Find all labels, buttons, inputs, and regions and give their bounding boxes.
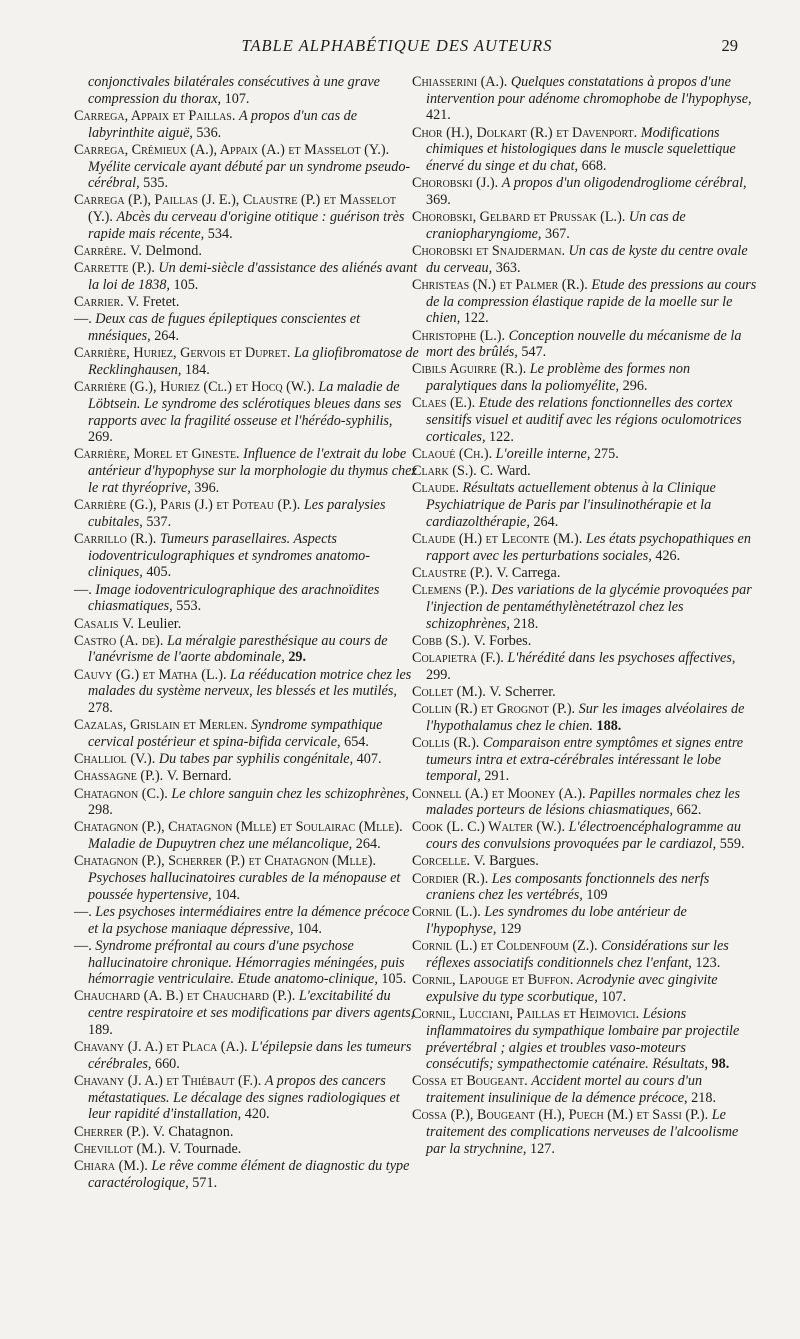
index-entry (74, 294, 419, 311)
index-entry (412, 972, 757, 1005)
entry-authors: Cherrer (P.). (74, 1123, 153, 1140)
entry-reference: 278. (88, 700, 113, 717)
entry-title: Syndrome préfrontal au cours d'une psychose hallucinatoire chronique. Hémorragies méningées, puis hémorragie ventriculaire. Etude anatomo-clinique, (88, 937, 405, 988)
entry-reference: 264. (150, 328, 180, 345)
entry-reference: 571. (188, 1174, 218, 1191)
entry-title: A propos d'un cas de labyrinthite aiguë, (88, 107, 358, 141)
entry-authors: Chauchard (A. B.) et Chauchard (P.). (74, 988, 299, 1005)
entry-title: Modifications chimiques et histologiques dans le muscle squelettique énervé du singe et du chat, (426, 124, 736, 175)
entry-authors: Challiol (V.). (74, 751, 159, 768)
entry-reference: 654. (340, 733, 369, 750)
entry-title: Un cas de kyste du centre ovale du cerveau, (426, 243, 748, 276)
entry-authors: Chorobski (J.). (412, 175, 502, 192)
entry-title: Maladie de Dupuytren chez une mélancolique, (88, 836, 353, 853)
entry-title: L'électroencéphalogramme au cours des convulsions provoquées par le cardiazol, (426, 819, 741, 853)
entry-title: Lésions inflammatoires du sympathique lombaire par projectile prévertébral ; algies et troubles vaso-moteurs consécutifs; sympathectomie caténaire. Résultats, (426, 1006, 740, 1073)
index-entry (74, 1073, 419, 1123)
entry-reference: 107. (221, 90, 250, 107)
index-entry (74, 108, 419, 141)
index-entry (74, 531, 419, 581)
entry-authors: Christeas (N.) et Palmer (R.). (412, 276, 592, 293)
entry-reference: 98. (707, 1056, 730, 1073)
entry-reference: V. Carrega. (496, 564, 561, 581)
entry-title: Conception nouvelle du mécanisme de la mort des brûlés, (426, 327, 742, 361)
entry-authors: Chiara (M.). (74, 1158, 152, 1174)
entry-reference: 668. (578, 158, 607, 175)
entry-authors: Corcelle. (412, 853, 474, 870)
entry-authors: Collis (R.). (412, 734, 483, 751)
entry-title: L'hérédité dans les psychoses affectives, (507, 649, 736, 666)
entry-authors: —. (74, 311, 96, 328)
entry-authors: Chavany (J. A.) et Placa (A.). (74, 1039, 252, 1056)
entry-authors: Castro (A. de). (74, 632, 168, 649)
entry-title: La gliofibromatose de Recklinghausen, (88, 345, 419, 378)
index-entry (74, 1158, 419, 1191)
entry-title: Deux cas de fugues épileptiques conscientes et mnésiques, (88, 311, 361, 345)
entry-authors: Carrière (G.), Paris (J.) et Poteau (P.). (74, 497, 304, 514)
index-entry (412, 243, 757, 276)
entry-reference: 105. (169, 276, 199, 293)
entry-authors: Carrière (G.), Huriez (Cl.) et Hocq (W.). (74, 379, 319, 396)
entry-authors: Cossa (P.), Bougeant (H.), Puech (M.) et Sassi (P.). (412, 1107, 712, 1124)
entry-authors: Carrillo (R.). (74, 530, 160, 547)
index-entry (412, 786, 757, 819)
entry-reference: 559. (716, 836, 745, 853)
entry-title: Le chlore sanguin chez les schizophrènes, (171, 785, 409, 802)
index-entry (74, 74, 419, 107)
entry-title: Un cas de craniopharyngiome, (426, 209, 686, 242)
entry-authors: Claude (H.) et Leconte (M.). (412, 530, 586, 547)
entry-reference: 535. (139, 175, 168, 192)
entry-reference: 536. (192, 124, 222, 141)
entry-authors: Collet (M.). (412, 683, 490, 700)
index-entry (74, 311, 419, 344)
entry-authors: Chiasserini (A.). (412, 74, 511, 90)
index-entry (412, 395, 757, 445)
entry-reference: 369. (426, 191, 451, 208)
entry-reference: 123. (691, 955, 721, 972)
entry-authors: Cobb (S.). (412, 632, 474, 649)
index-entry (74, 142, 419, 192)
index-entry (412, 582, 757, 632)
entry-reference: 188. (592, 717, 622, 734)
entry-reference: 298. (88, 802, 113, 819)
entry-authors: Carrière, Huriez, Gervois et Dupret. (74, 345, 294, 362)
entry-authors: Carrère. (74, 243, 131, 260)
entry-reference: 537. (142, 513, 172, 530)
entry-reference: 264. (352, 836, 381, 853)
entry-title: Les paralysies cubitales, (88, 497, 386, 530)
index-entry (412, 361, 757, 394)
index-entry (74, 192, 419, 242)
index-entry (412, 74, 757, 124)
index-entry (412, 735, 757, 785)
index-entry (74, 1141, 419, 1158)
index-entry (412, 531, 757, 564)
entry-reference: 367. (541, 225, 570, 242)
index-entry (74, 379, 419, 446)
entry-authors: Chevillot (M.). (74, 1140, 170, 1157)
entry-title: Les syndromes du lobe antérieur de l'hypophyse, (426, 904, 687, 938)
page-header (56, 36, 738, 58)
entry-reference: 122. (460, 310, 489, 327)
entry-title: Psychoses hallucinatoires curables de la ménopause et poussée hypertensive, (88, 870, 401, 903)
entry-authors: Chavany (J. A.) et Thiébaut (F.). (74, 1072, 265, 1089)
entry-reference: 296. (619, 378, 648, 395)
entry-title: Quelques constatations à propos d'une intervention pour adénome chromophobe de l'hypophyse, (426, 74, 752, 107)
index-entry (412, 328, 757, 361)
index-entry (74, 616, 419, 633)
entry-reference: 184. (181, 361, 210, 378)
entry-reference: V. Chatagnon. (152, 1123, 234, 1140)
entry-authors: Cossa et Bougeant. (412, 1073, 532, 1090)
running-title: TABLE ALPHABÉTIQUE DES AUTEURS (241, 36, 553, 55)
entry-title: La rééducation motrice chez les malades du système nerveux, les blessés et les mutilés, (88, 666, 412, 700)
index-entry (412, 175, 757, 208)
entry-title: Syndrome sympathique cervical postérieur et spina-bifida cervicale, (88, 717, 383, 750)
entry-authors: Colapietra (F.). (412, 649, 508, 666)
index-entry (74, 667, 419, 717)
entry-authors: Claoué (Ch.). (412, 445, 496, 462)
entry-reference: V. Scherrer. (489, 683, 556, 700)
entry-reference: V. Bargues. (473, 853, 539, 870)
entry-authors: Clemens (P.). (412, 582, 492, 599)
entry-reference: V. Leulier. (122, 615, 182, 632)
page-number: 29 (721, 36, 738, 55)
entry-title: Influence de l'extrait du lobe antérieur d'hypophyse sur la morphologie du thymus chez le rat thyréoprive, (88, 446, 417, 496)
index-entry (412, 633, 757, 650)
index-entry (74, 853, 419, 903)
entry-reference: 129 (496, 921, 522, 938)
index-entry (74, 633, 419, 666)
entry-reference: 218. (509, 615, 539, 632)
entry-title: Accident mortel au cours d'un traitement insulinique de la démence précoce, (426, 1073, 703, 1107)
entry-reference: 122. (485, 428, 514, 445)
entry-authors: Carrière, Morel et Gineste. (74, 446, 244, 463)
entry-title: Myélite cervicale ayant débuté par un syndrome pseudo-cérébral, (88, 158, 411, 192)
entry-reference: 29. (284, 649, 307, 666)
entry-authors: Casalis (74, 615, 123, 632)
entry-authors: Chatagnon (P.), Chatagnon (Mlle) et Soulairac (Mlle). (74, 819, 403, 836)
entry-reference: 405. (142, 564, 172, 581)
entry-title: La maladie de Löbtsein. Le syndrome des sclérotiques bleues dans ses rapports avec la fragilité osseuse et l'hérédo-syphilis, (88, 379, 402, 429)
entry-reference: 426. (651, 547, 681, 564)
entry-authors: Chatagnon (P.), Scherrer (P.) et Chatagnon (Mlle). (74, 853, 377, 870)
entry-authors: Clark (S.). C. (412, 463, 497, 480)
entry-reference: 189. (88, 1021, 113, 1038)
index-entry (74, 786, 419, 819)
index-entry (74, 1039, 419, 1072)
index-entry (74, 582, 419, 615)
index-entry (74, 345, 419, 378)
entry-authors: Christophe (L.). (412, 327, 509, 344)
entry-title: L'excitabilité du centre respiratoire et ses modifications par divers agents, (88, 988, 415, 1022)
index-entry (412, 701, 757, 734)
entry-title: Les états psychopathiques en rapport avec les perturbations sociales, (426, 530, 751, 564)
index-entry (412, 650, 757, 683)
entry-authors: —. (74, 937, 96, 954)
index-entry (412, 1107, 757, 1157)
entry-title: Tumeurs parasellaires. Aspects iodoventriculographiques et syndromes anatomo-cliniques, (88, 530, 371, 581)
entry-title: Des variations de la glycémie provoquées par l'injection de pentaméthylènetétrazol chez les schizophrènes, (426, 582, 752, 632)
entry-reference: V. Fretet. (127, 294, 180, 311)
entry-title: A propos d'un oligodendrogliome cérébral, (501, 175, 747, 192)
entry-reference: 547. (517, 344, 547, 361)
entry-reference: 109 (582, 887, 608, 904)
entry-title: Sur les images alvéolaires de l'hypothalamus chez le chien. (426, 701, 745, 734)
entry-reference: 127. (526, 1140, 555, 1157)
entry-reference: V. Forbes. (473, 632, 532, 649)
entry-authors: Chor (H.), Dolkart (R.) et Davenport. (412, 124, 641, 141)
index-entry (74, 768, 419, 785)
entry-authors: Cook (L. C.) Walter (W.). (412, 819, 569, 836)
entry-reference: 104. (211, 886, 241, 903)
index-entry (412, 904, 757, 937)
entry-authors: Cordier (R.). (412, 870, 492, 887)
entry-reference: V. Bernard. (166, 768, 232, 785)
entry-reference: V. Tournade. (169, 1140, 242, 1157)
entry-authors: Claustre (P.). (412, 564, 497, 581)
entry-title: Les psychoses intermédiaires entre la démence précoce et la psychose maniaque dépressive, (88, 903, 410, 937)
index-entry (412, 277, 757, 327)
entry-authors: Carrier. (74, 294, 128, 311)
entry-title: Image iodoventriculographique des arachnoïdites chiasmatiques, (88, 581, 380, 615)
entry-authors: Cornil (L.) et Coldenfoum (Z.). (412, 938, 602, 955)
entry-title: L'oreille interne, (495, 445, 591, 462)
entry-authors: Carrega (P.), Paillas (J. E.), Claustre (P.) et Masselot (Y.). (74, 192, 397, 226)
entry-title: Etude des relations fonctionnelles des cortex sensitifs visuel et auditif avec les régions oculomotrices corticales, (426, 395, 742, 445)
entry-authors: Cornil (L.). (412, 904, 485, 921)
entry-authors: —. (74, 581, 96, 598)
index-entry (74, 751, 419, 768)
entry-title: Du tabes par syphilis congénitale, (158, 751, 354, 768)
entry-authors: Claes (E.). (412, 395, 479, 412)
entry-authors: Cornil, Lucciani, Paillas et Heimovici. (412, 1006, 643, 1023)
entry-authors: Cornil, Lapouge et Buffon. (412, 972, 577, 989)
entry-title: Considérations sur les réflexes associatifs conditionnels chez l'enfant, (426, 938, 729, 972)
index-entry (412, 1073, 757, 1106)
index-entry (412, 938, 757, 971)
entry-reference: 218. (687, 1090, 716, 1107)
index-entry (412, 871, 757, 904)
entry-authors: Claude. (412, 480, 463, 497)
entry-reference: 291. (480, 768, 510, 785)
index-entry (412, 446, 757, 463)
index-entry (74, 260, 419, 293)
entry-authors: Carrega, Crémieux (A.), Appaix (A.) et Masselot (Y.). (74, 141, 390, 158)
entry-title: conjonctivales bilatérales consécutives à une grave compression du thorax, (88, 74, 380, 107)
entry-authors: Collin (R.) et Grognot (P.). (412, 701, 579, 718)
entry-authors: Chorobski et Snajderman. (412, 243, 569, 260)
entry-reference: 275. (590, 445, 619, 462)
entry-title: Abcès du cerveau d'origine otitique : guérison très rapide mais récente, (88, 209, 405, 242)
index-entry (74, 446, 419, 496)
entry-reference: 264. (529, 513, 559, 530)
index-entry (74, 243, 419, 260)
index-entry (74, 988, 419, 1038)
entry-title: Le rêve comme élément de diagnostic du type caractérologique, (88, 1158, 410, 1191)
entry-authors: Cibils Aguirre (R.). (412, 361, 530, 378)
index-entry (74, 717, 419, 750)
entry-reference: 660. (151, 1055, 180, 1072)
entry-title: La méralgie paresthésique au cours de l'anévrisme de l'aorte abdominale, (88, 632, 388, 666)
index-entry (74, 1124, 419, 1141)
entry-title: Un demi-siècle d'assistance des aliénés avant la loi de 1838, (88, 260, 418, 293)
entry-title: A propos des cancers métastatiques. Le décalage des signes radiologiques et leur rapidité d'installation, (88, 1072, 400, 1123)
entry-reference: Ward. (496, 463, 531, 480)
entry-title: Le traitement des complications nerveuses de l'alcoolisme par la strychnine, (426, 1107, 739, 1157)
entry-reference: 105. (377, 971, 407, 988)
index-entry (412, 463, 757, 480)
entry-authors: Chatagnon (C.). (74, 785, 172, 802)
entry-authors: Carrega, Appaix et Paillas. (74, 107, 239, 124)
entry-reference: 420. (241, 1106, 270, 1123)
index-entry (412, 853, 757, 870)
entry-reference: 396. (190, 479, 220, 496)
entry-reference: 363. (492, 259, 521, 276)
entry-reference: 107. (597, 988, 627, 1005)
left-column (74, 74, 419, 1192)
entry-title: L'épilepsie dans les tumeurs cérébrales, (88, 1039, 412, 1072)
entry-authors: Carrette (P.). (74, 260, 159, 277)
entry-authors: Cazalas, Grislain et Merlen. (74, 717, 251, 734)
entry-authors: Cauvy (G.) et Matha (L.). (74, 666, 231, 683)
entry-reference: 104. (293, 920, 322, 937)
entry-reference: 269. (88, 429, 113, 446)
index-entry (412, 565, 757, 582)
index-entry (412, 125, 757, 175)
index-entry (74, 938, 419, 988)
right-column (412, 74, 757, 1158)
index-entry (74, 497, 419, 530)
entry-title: Résultats actuellement obtenus à la Clinique Psychiatrique de Paris par l'insulinothérapie et la cardiazolthérapie, (426, 480, 716, 530)
entry-authors: Connell (A.) et Mooney (A.). (412, 785, 590, 802)
index-entry (74, 819, 419, 852)
entry-authors: Chorobski, Gelbard et Prussak (L.). (412, 209, 629, 226)
entry-title: Le problème des formes non paralytiques dans la poliomyélite, (426, 361, 691, 395)
entry-reference: V. Delmond. (130, 243, 202, 260)
index-entry (74, 904, 419, 937)
entry-title: Comparaison entre symptômes et signes entre tumeurs intra et extra-cérébrales intéressant le lobe temporal, (426, 734, 744, 785)
index-entry (412, 1006, 757, 1073)
entry-title: Etude des pressions au cours de la compression élastique rapide de la moelle sur le chien, (426, 276, 757, 327)
index-entry (412, 819, 757, 852)
entry-authors: Chassagne (P.). (74, 768, 167, 785)
entry-authors: —. (74, 903, 96, 920)
index-entry (412, 684, 757, 701)
entry-reference: 299. (426, 666, 451, 683)
entry-title: Papilles normales chez les malades porteurs de lésions chiasmatiques, (426, 785, 740, 819)
entry-reference: 534. (204, 225, 233, 242)
index-entry (412, 209, 757, 242)
entry-reference: 421. (426, 107, 451, 124)
entry-reference: 553. (172, 598, 202, 615)
index-entry (412, 480, 757, 530)
entry-title: Acrodynie avec gingivite expulsive du type scorbutique, (426, 972, 718, 1005)
entry-reference: 662. (673, 802, 702, 819)
entry-reference: 407. (353, 751, 382, 768)
entry-title: Les composants fonctionnels des nerfs craniens chez les vertébrés, (426, 870, 710, 904)
